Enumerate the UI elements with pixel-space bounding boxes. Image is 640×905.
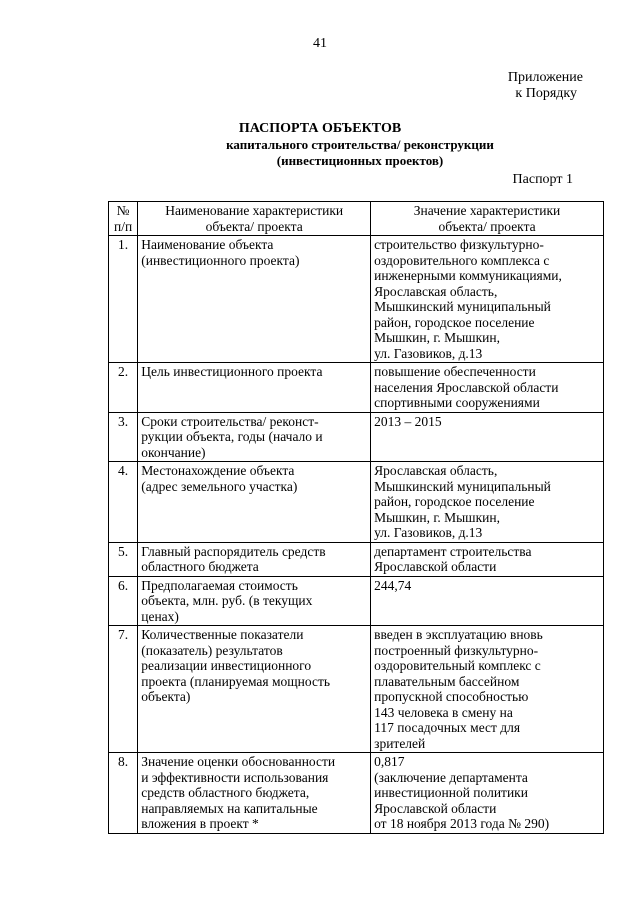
appendix-note	[507, 70, 583, 102]
row-value: Ярославская область, Мышкинский муниципальный район, городское поселение Мышкин, г. Мышкин, ул. Газовиков, д.13	[371, 462, 604, 543]
appendix-line-1: Приложение	[507, 70, 583, 85]
row-name: Значение оценки обоснованности и эффективности использования средств областного бюджета, направляемых на капитальные вложения в проект *	[138, 753, 371, 834]
table-row	[109, 753, 604, 834]
document-subtitle-1: капитального строительства/ реконструкции	[226, 137, 494, 152]
table-header-row	[109, 202, 604, 236]
row-name: Количественные показатели (показатель) результатов реализации инвестиционного проекта (планируемая мощность объекта)	[138, 626, 371, 753]
header-characteristic-name: Наименование характеристики объекта/ проекта	[138, 202, 371, 236]
document-subtitle-2: (инвестиционных проектов)	[276, 153, 444, 168]
row-value: введен в эксплуатацию вновь построенный физкультурно- оздоровительный комплекс с плавательным бассейном пропускной способностью 143 человека в смену на 117 посадочных мест для зрителей	[371, 626, 604, 753]
table-row	[109, 462, 604, 543]
table-row	[109, 236, 604, 363]
row-number: 2.	[109, 363, 138, 413]
row-name: Цель инвестиционного проекта	[138, 363, 371, 413]
row-value: 0,817 (заключение департамента инвестиционной политики Ярославской области от 18 ноября 2013 года № 290)	[371, 753, 604, 834]
row-name: Главный распорядитель средств областного бюджета	[138, 542, 371, 576]
row-value: строительство физкультурно- оздоровительного комплекса с инженерными коммуникациями, Ярославская область, Мышкинский муниципальный район, городское поселение Мышкин, г. Мышкин, ул. Газовиков, д.13	[371, 236, 604, 363]
document-title: ПАСПОРТА ОБЪЕКТОВ	[238, 121, 402, 136]
row-value: повышение обеспеченности населения Ярославской области спортивными сооружениями	[371, 363, 604, 413]
row-value: 2013 – 2015	[371, 412, 604, 462]
table-row	[109, 363, 604, 413]
row-number: 5.	[109, 542, 138, 576]
page-number: 41	[313, 36, 327, 51]
row-name: Наименование объекта (инвестиционного проекта)	[138, 236, 371, 363]
header-number: № п/п	[109, 202, 138, 236]
passport-table	[108, 201, 604, 834]
row-number: 7.	[109, 626, 138, 753]
row-name: Сроки строительства/ реконст- рукции объекта, годы (начало и окончание)	[138, 412, 371, 462]
document-heading	[0, 120, 640, 169]
table-row	[109, 412, 604, 462]
row-value: 244,74	[371, 576, 604, 626]
row-value: департамент строительства Ярославской области	[371, 542, 604, 576]
row-number: 3.	[109, 412, 138, 462]
row-number: 8.	[109, 753, 138, 834]
passport-label: Паспорт 1	[512, 172, 573, 187]
table-row	[109, 626, 604, 753]
row-number: 1.	[109, 236, 138, 363]
table-row	[109, 576, 604, 626]
row-number: 4.	[109, 462, 138, 543]
row-name: Предполагаемая стоимость объекта, млн. руб. (в текущих ценах)	[138, 576, 371, 626]
row-name: Местонахождение объекта (адрес земельного участка)	[138, 462, 371, 543]
header-characteristic-value: Значение характеристики объекта/ проекта	[371, 202, 604, 236]
table-row	[109, 542, 604, 576]
row-number: 6.	[109, 576, 138, 626]
appendix-line-2: к Порядку	[515, 86, 577, 101]
